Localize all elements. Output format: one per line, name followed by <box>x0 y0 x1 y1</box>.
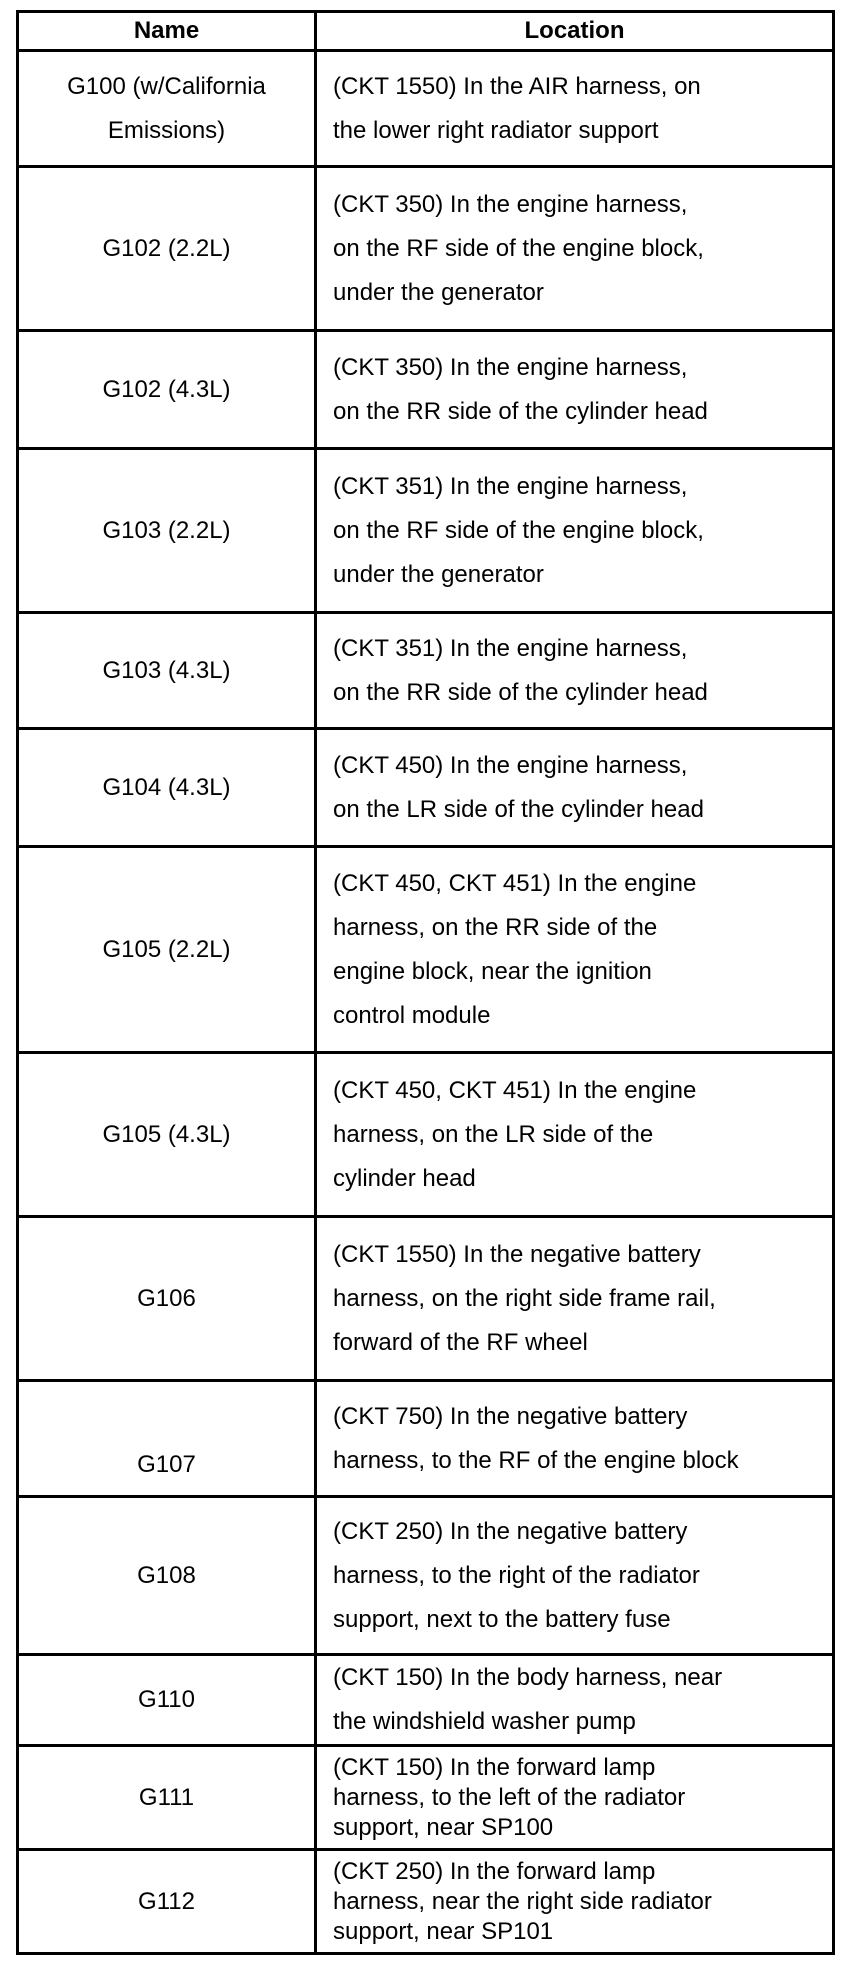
ground-name-cell <box>18 449 316 613</box>
ground-location-text: on the RR side of the cylinder head <box>333 678 708 706</box>
ground-location-cell <box>316 847 834 1053</box>
ground-name-text: G105 (4.3L) <box>102 1120 231 1148</box>
ground-location-text: harness, on the RR side of the <box>333 913 658 941</box>
header-row <box>18 12 834 51</box>
ground-name-cell <box>18 51 316 167</box>
ground-name-cell <box>18 1655 316 1746</box>
ground-location-text: harness, on the right side frame rail, <box>333 1284 716 1312</box>
ground-location-text: harness, to the right of the radiator <box>333 1561 700 1589</box>
ground-location-text: cylinder head <box>333 1164 476 1192</box>
ground-location-text: harness, to the left of the radiator <box>333 1783 686 1811</box>
ground-name-text: G108 <box>137 1561 196 1589</box>
ground-location-cell <box>316 1217 834 1381</box>
ground-name-text: Emissions) <box>107 116 226 144</box>
ground-location-text: (CKT 750) In the negative battery <box>333 1402 688 1430</box>
table-header <box>18 12 834 51</box>
ground-name-cell <box>18 1850 316 1954</box>
table-row <box>18 1381 834 1497</box>
ground-location-text: (CKT 350) In the engine harness, <box>333 190 688 218</box>
column-header-name: Name <box>18 12 316 51</box>
ground-location-cell <box>316 1497 834 1655</box>
ground-location-text: (CKT 450, CKT 451) In the engine <box>333 1076 697 1104</box>
ground-location-cell <box>316 1850 834 1954</box>
ground-location-text: (CKT 1550) In the AIR harness, on <box>333 72 701 100</box>
table-row <box>18 1217 834 1381</box>
ground-location-text: (CKT 250) In the negative battery <box>333 1517 688 1545</box>
ground-location-text: (CKT 351) In the engine harness, <box>333 634 688 662</box>
ground-location-cell <box>316 1655 834 1746</box>
ground-location-cell <box>316 1053 834 1217</box>
table-row <box>18 729 834 847</box>
ground-location-text: on the LR side of the cylinder head <box>333 795 704 823</box>
ground-location-text: (CKT 350) In the engine harness, <box>333 353 688 381</box>
ground-name-text: G104 (4.3L) <box>102 773 231 801</box>
table-row <box>18 331 834 449</box>
ground-name-text: G100 (w/California <box>67 72 266 100</box>
ground-location-text: (CKT 450, CKT 451) In the engine <box>333 869 697 897</box>
ground-locations-table <box>16 10 835 1955</box>
ground-location-text: support, near SP101 <box>333 1917 554 1945</box>
ground-location-text: the lower right radiator support <box>333 116 659 144</box>
ground-location-text: (CKT 250) In the forward lamp <box>333 1857 656 1885</box>
ground-location-text: harness, to the RF of the engine block <box>333 1446 739 1474</box>
ground-location-text: support, next to the battery fuse <box>333 1605 671 1633</box>
ground-location-cell <box>316 449 834 613</box>
table-row <box>18 847 834 1053</box>
ground-location-cell <box>316 613 834 729</box>
table-body <box>18 51 834 1954</box>
ground-name-text: G103 (2.2L) <box>102 516 231 544</box>
ground-name-cell <box>18 729 316 847</box>
ground-name-cell <box>18 1053 316 1217</box>
ground-name-text: G105 (2.2L) <box>102 935 231 963</box>
ground-location-cell <box>316 331 834 449</box>
ground-location-text: on the RF side of the engine block, <box>333 234 704 262</box>
ground-location-text: engine block, near the ignition <box>333 957 652 985</box>
ground-location-text: under the generator <box>333 560 544 588</box>
table-row <box>18 449 834 613</box>
column-header-location: Location <box>316 12 834 51</box>
ground-name-cell <box>18 847 316 1053</box>
ground-name-cell <box>18 1746 316 1850</box>
ground-name-text: G112 <box>138 1887 195 1915</box>
ground-name-cell <box>18 1381 316 1497</box>
ground-name-text: G103 (4.3L) <box>102 656 231 684</box>
ground-location-text: (CKT 1550) In the negative battery <box>333 1240 701 1268</box>
ground-location-text: support, near SP100 <box>333 1813 554 1841</box>
ground-location-text: (CKT 150) In the body harness, near <box>333 1664 723 1691</box>
ground-name-text: G107 <box>137 1451 196 1478</box>
ground-location-text: the windshield washer pump <box>333 1708 636 1735</box>
ground-location-cell <box>316 51 834 167</box>
ground-name-text: G102 (2.2L) <box>102 234 231 262</box>
ground-location-text: control module <box>333 1001 491 1029</box>
ground-location-text: on the RF side of the engine block, <box>333 516 704 544</box>
ground-name-cell <box>18 1217 316 1381</box>
ground-location-cell <box>316 1381 834 1497</box>
ground-locations-table-container <box>16 10 832 1955</box>
ground-location-cell <box>316 729 834 847</box>
ground-name-text: G106 <box>137 1284 196 1312</box>
ground-location-text: harness, near the right side radiator <box>333 1887 712 1915</box>
table-row <box>18 613 834 729</box>
ground-name-text: G102 (4.3L) <box>102 375 231 403</box>
ground-location-text: (CKT 150) In the forward lamp <box>333 1753 656 1781</box>
ground-location-text: (CKT 351) In the engine harness, <box>333 472 688 500</box>
table-row <box>18 1850 834 1954</box>
table-row <box>18 167 834 331</box>
ground-location-text: on the RR side of the cylinder head <box>333 397 708 425</box>
table-row <box>18 51 834 167</box>
ground-name-cell <box>18 167 316 331</box>
table-row <box>18 1746 834 1850</box>
ground-name-text: G111 <box>138 1783 195 1811</box>
ground-location-text: forward of the RF wheel <box>333 1328 588 1356</box>
table-row <box>18 1655 834 1746</box>
table-row <box>18 1053 834 1217</box>
ground-name-text: G110 <box>138 1686 195 1713</box>
ground-location-text: harness, on the LR side of the <box>333 1120 654 1148</box>
ground-name-cell <box>18 613 316 729</box>
ground-location-cell <box>316 167 834 331</box>
table-row <box>18 1497 834 1655</box>
ground-name-cell <box>18 1497 316 1655</box>
ground-location-text: (CKT 450) In the engine harness, <box>333 751 688 779</box>
ground-location-text: under the generator <box>333 278 544 306</box>
ground-name-cell <box>18 331 316 449</box>
ground-location-cell <box>316 1746 834 1850</box>
